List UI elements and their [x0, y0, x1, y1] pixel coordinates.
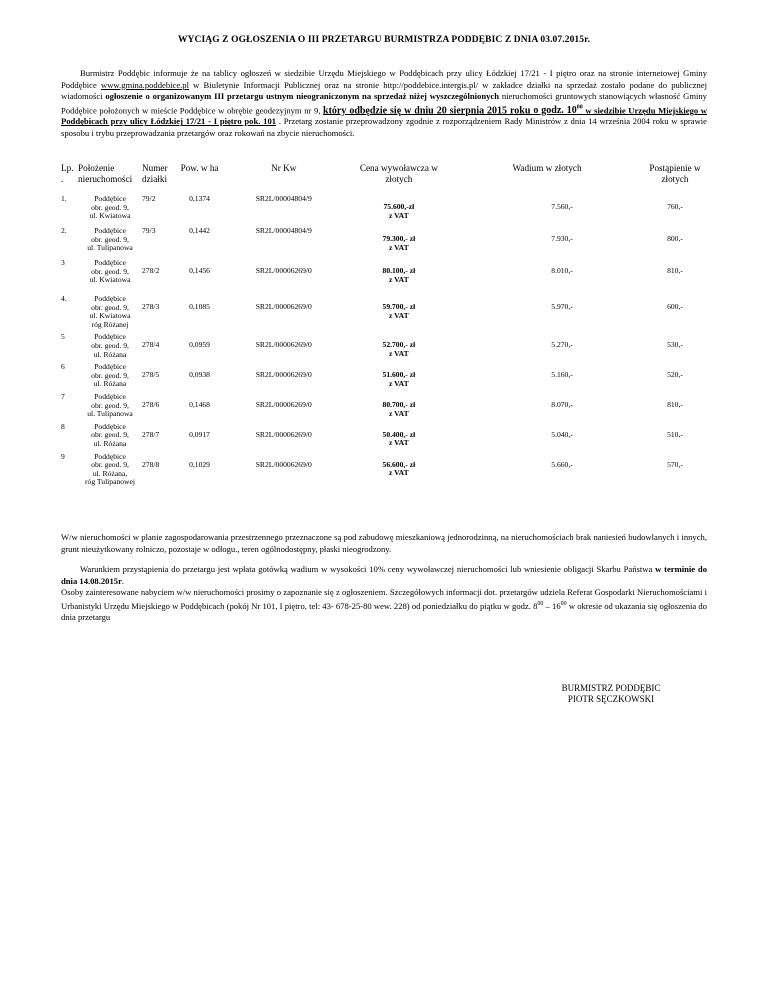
- location-line: ul. Różana: [93, 349, 127, 359]
- row-location: [78, 329, 142, 359]
- location-line: obr. geod. 9,: [91, 400, 129, 410]
- row-lp: 6: [61, 362, 65, 372]
- header-pow: Pow. w ha: [180, 163, 219, 173]
- row-location: [78, 191, 142, 223]
- deposit-text-end: .: [121, 575, 125, 586]
- row-lp: 7: [61, 391, 65, 401]
- row-deposit: 7.560,-: [551, 202, 573, 211]
- row-deposit: 5.160,-: [551, 370, 573, 380]
- price-vat: z VAT: [389, 468, 409, 478]
- row-parcel-number: 79/2: [142, 194, 156, 203]
- price-vat: z VAT: [389, 378, 409, 388]
- intro-text-d: . Przetarg zostanie przeprowadzony zgodnie z rozporządzeniem Rady Ministrów z dnia 14 września 2004 roku w sprawie sposobu i trybu przeprowadzania przetargów oraz rokowań na zbycie nieruchomości.: [61, 116, 707, 138]
- row-parcel-number: 278/4: [142, 340, 160, 350]
- signature-block: [536, 683, 686, 705]
- row-location: [78, 291, 142, 329]
- header-lp: Lp. .: [61, 163, 74, 184]
- row-area: 0,0917: [189, 429, 210, 439]
- location-line: Poddębice: [94, 294, 126, 303]
- location-line: obr. geod. 9,: [91, 202, 129, 212]
- row-increment: 600,-: [667, 302, 683, 311]
- location-line: ul. Kwiatowa: [89, 311, 131, 321]
- row-location: [78, 223, 142, 255]
- location-line: ul. Różana,: [92, 468, 128, 478]
- price-vat: z VAT: [389, 242, 409, 252]
- auction-time: o godz. $10^{00}$: [533, 104, 583, 116]
- row-area: 0,1085: [189, 302, 210, 311]
- row-deposit: 8.070,-: [551, 399, 573, 409]
- price-value: 80.100,- zł: [382, 266, 416, 275]
- row-price: [347, 223, 451, 255]
- location-line: ul. Różana: [93, 379, 127, 389]
- row-lp: 9: [61, 451, 65, 461]
- price-vat: z VAT: [389, 210, 409, 220]
- intro-bold-announcement: ogłoszenie o organizowanym III przetargu ustnym nieograniczonym na sprzedaż niżej wyszczególnionych: [105, 91, 499, 101]
- location-line: obr. geod. 9,: [91, 430, 129, 440]
- intro-paragraph: [61, 68, 707, 139]
- row-lp: 8: [61, 421, 65, 431]
- location-line: ul. Tulipanowa: [87, 409, 133, 419]
- price-value: 80.700,- zł: [382, 399, 416, 409]
- row-parcel-number: 278/7: [142, 429, 160, 439]
- row-land-register: SR2L/00006269/0: [255, 302, 312, 311]
- row-increment: 800,-: [667, 234, 683, 243]
- row-price: [347, 191, 451, 223]
- row-price: [347, 419, 451, 449]
- table-row: [61, 255, 707, 291]
- deposit-text: Warunkiem przystąpienia do przetargu jest wpłata gotówką wadium w wysokości 10% ceny wywoławczej nieruchomości lub wniesienie obligacji Skarbu Państwa: [80, 564, 656, 574]
- location-line: obr. geod. 9,: [91, 234, 129, 244]
- price-vat: z VAT: [389, 438, 409, 448]
- row-deposit: 5.270,-: [551, 340, 573, 350]
- row-parcel-number: 278/8: [142, 459, 160, 469]
- row-parcel-number: 278/2: [142, 266, 160, 275]
- price-value: 51.600,- zł: [382, 370, 416, 380]
- intro-text-b: w Biuletynie Informacji Publicznej oraz na stronie http://poddebice.intergis.pl/ w zakładce działki na sprzedaż zostało podane do publicznej wiadomości: [61, 79, 707, 101]
- row-parcel-number: 278/3: [142, 302, 160, 311]
- row-land-register: SR2L/00006269/0: [255, 370, 312, 380]
- row-location: [78, 359, 142, 389]
- row-deposit: 7.930,-: [551, 234, 573, 243]
- header-numer: Numer działki: [142, 163, 168, 184]
- row-price: [347, 329, 451, 359]
- row-price: [347, 291, 451, 329]
- zoning-paragraph: W/w nieruchomości w planie zagospodarowania przestrzennego przeznaczone są pod zabudowę mieszkaniową jednorodzinną, na nieruchomościach brak naniesień budowlanych i innych, grunt nieużytkowany rolniczo, pozostaje w odłogu., teren ogólnodostępny, płaski nieogrodzony.: [61, 532, 707, 554]
- price-vat: z VAT: [389, 408, 409, 418]
- signature-title: BURMISTRZ PODDĘBIC: [561, 683, 661, 693]
- contact-text: Osoby zainteresowane nabyciem w/w nieruchomości prosimy o zapoznanie się z ogłoszeniem. Szczegółowych informacji dot. przetargów udziela Referat Gospodarki Nieruchomościami i Urbanistyki Urzędu Miejskiego w Poddębicach (pokój Nr 101, I piętro, tel: 43- 678-25-80 wew. 228) od poniedziałku do piątku w godz. 8: [61, 587, 707, 611]
- header-polozenie: Położenie nieruchomości: [78, 163, 133, 184]
- row-lp: 1.: [61, 194, 67, 203]
- price-value: 52.700,- zł: [382, 340, 416, 350]
- table-row: [61, 223, 707, 255]
- contact-text-end: w okresie od ukazania się ogłoszenia do dnia przetargu: [61, 600, 707, 622]
- row-increment: 530,-: [667, 340, 683, 350]
- row-parcel-number: 79/3: [142, 226, 156, 235]
- header-nrkw: Nr Kw: [271, 163, 297, 173]
- row-area: 0,0938: [189, 370, 210, 380]
- location-line: obr. geod. 9,: [91, 266, 129, 276]
- location-line: róg Różanej: [91, 319, 129, 329]
- table-row: [61, 389, 707, 419]
- header-cena: Cena wywoławcza w złotych: [359, 163, 438, 184]
- row-deposit: 8.010,-: [551, 266, 573, 275]
- price-value: 50.400,- zł: [382, 429, 416, 439]
- intro-text-a: Burmistrz Poddębic informuje że na tablicy ogłoszeń w siedzibie Urzędu Miejskiego w Poddębicach przy ulicy Łódzkiej 17/21 - I piętro oraz na stronie internetowej Gminy Poddębice: [61, 68, 707, 90]
- location-line: Poddębice: [94, 258, 126, 267]
- location-line: Poddębice: [94, 332, 126, 342]
- auction-kt: który odbędzie się w dniu: [323, 104, 434, 116]
- price-value: 79.300,- zł: [382, 234, 416, 243]
- row-land-register: SR2L/00006269/0: [255, 266, 312, 275]
- row-area: 0,1374: [189, 194, 210, 203]
- location-line: ul. Kwiatowa: [89, 211, 131, 221]
- row-parcel-number: 278/6: [142, 399, 160, 409]
- location-line: Poddębice: [94, 391, 126, 401]
- row-land-register: SR2L/00006269/0: [255, 399, 312, 409]
- location-line: Poddębice: [94, 362, 126, 372]
- price-vat: z VAT: [389, 274, 409, 284]
- row-increment: 810,-: [667, 399, 683, 409]
- row-location: [78, 449, 142, 489]
- row-area: 0,1442: [189, 226, 210, 235]
- row-lp: 5: [61, 332, 65, 342]
- row-price: [347, 255, 451, 291]
- row-price: [347, 389, 451, 419]
- row-area: 0,1029: [189, 459, 210, 469]
- price-vat: z VAT: [389, 348, 409, 358]
- deposit-deadline: w terminie do dnia 14.08.2015r: [61, 564, 707, 586]
- row-land-register: SR2L/00006269/0: [255, 459, 312, 469]
- location-line: róg Tulipanowej: [85, 477, 136, 487]
- location-line: Poddębice: [94, 451, 126, 461]
- location-line: obr. geod. 9,: [91, 370, 129, 380]
- row-land-register: SR2L/00006269/0: [255, 340, 312, 350]
- row-deposit: 5.040,-: [551, 429, 573, 439]
- location-line: obr. geod. 9,: [91, 460, 129, 470]
- row-increment: 520,-: [667, 370, 683, 380]
- table-row: [61, 291, 707, 329]
- auction-date: 20 sierpnia 2015 roku: [433, 104, 534, 116]
- property-table: [61, 163, 707, 489]
- price-value: 56.600,- zł: [382, 459, 416, 469]
- row-lp: 3: [61, 258, 65, 267]
- deposit-paragraph: [61, 564, 707, 623]
- row-land-register: SR2L/00004804/9: [255, 226, 312, 235]
- row-deposit: 5.660,-: [551, 459, 573, 469]
- row-location: [78, 255, 142, 291]
- row-location: [78, 389, 142, 419]
- signature-name: PIOTR SĘCZKOWSKI: [567, 694, 655, 704]
- table-row: [61, 191, 707, 223]
- row-area: 0,0959: [189, 340, 210, 350]
- location-line: obr. geod. 9,: [91, 340, 129, 350]
- price-vat: z VAT: [389, 310, 409, 320]
- row-price: [347, 359, 451, 389]
- table-row: [61, 329, 707, 359]
- row-increment: 570,-: [667, 459, 683, 469]
- row-price: [347, 449, 451, 489]
- header-postapienie: Postąpienie w złotych: [649, 163, 701, 184]
- location-line: Poddębice: [94, 194, 126, 203]
- row-area: 0,1468: [189, 399, 210, 409]
- location-line: ul. Kwiatowa: [89, 275, 131, 285]
- row-lp: 2.: [61, 226, 67, 235]
- auction-place: w siedzibie Urzędu Miejskiego w Poddębicach przy ulicy Łódzkiej 17/21 - I piętro pok. 101: [61, 104, 707, 127]
- row-area: 0,1456: [189, 266, 210, 275]
- gmina-website-link[interactable]: www.gmina.poddebice.pl: [100, 79, 189, 90]
- location-line: Poddębice: [94, 226, 126, 235]
- table-row: [61, 449, 707, 489]
- contact-paragraph: Osoby zainteresowane nabyciem w/w nieruchomości prosimy o zapoznanie się z ogłoszeniem. Szczegółowych informacji dot. przetargów udziela Referat Gospodarki Nieruchomościami i Urbanistyki Urzędu Miejskiego w Poddębicach (pokój Nr 101, I piętro, tel: 43- 678-25-80 wew. 228) od poniedziałku do piątku w godz. $8^{00} - 16^{00}$ w okresie od ukazania się ogłoszenia do dnia przetargu: [61, 587, 707, 622]
- row-parcel-number: 278/5: [142, 370, 160, 380]
- row-land-register: SR2L/00004804/9: [255, 194, 312, 203]
- table-row: [61, 419, 707, 449]
- intro-text-c: nieruchomości gruntowych stanowiących własność Gminy Poddębice położonych w mieście Poddębice w obrębie geodezyjnym nr 9,: [61, 91, 707, 115]
- header-wadium: Wadium w złotych: [512, 163, 582, 173]
- location-line: ul. Różana: [93, 438, 127, 448]
- row-increment: 810,-: [667, 266, 683, 275]
- row-increment: 510,-: [667, 429, 683, 439]
- price-value: 75.600,-zł: [383, 202, 415, 211]
- location-line: ul. Tulipanowa: [87, 243, 133, 253]
- table-body: [61, 185, 707, 489]
- location-line: Poddębice: [94, 421, 126, 431]
- table-row: [61, 359, 707, 389]
- row-increment: 760,-: [667, 202, 683, 211]
- document-title: WYCIĄG Z OGŁOSZENIA O III PRZETARGU BURMISTRZA PODDĘBIC Z DNIA 03.07.2015r.: [177, 35, 591, 45]
- row-lp: 4.: [61, 294, 67, 303]
- row-location: [78, 419, 142, 449]
- row-deposit: 5.970,-: [551, 302, 573, 311]
- row-land-register: SR2L/00006269/0: [255, 429, 312, 439]
- location-line: obr. geod. 9,: [91, 302, 129, 312]
- price-value: 59.700,- zł: [382, 302, 416, 311]
- table-header-row: [61, 163, 707, 185]
